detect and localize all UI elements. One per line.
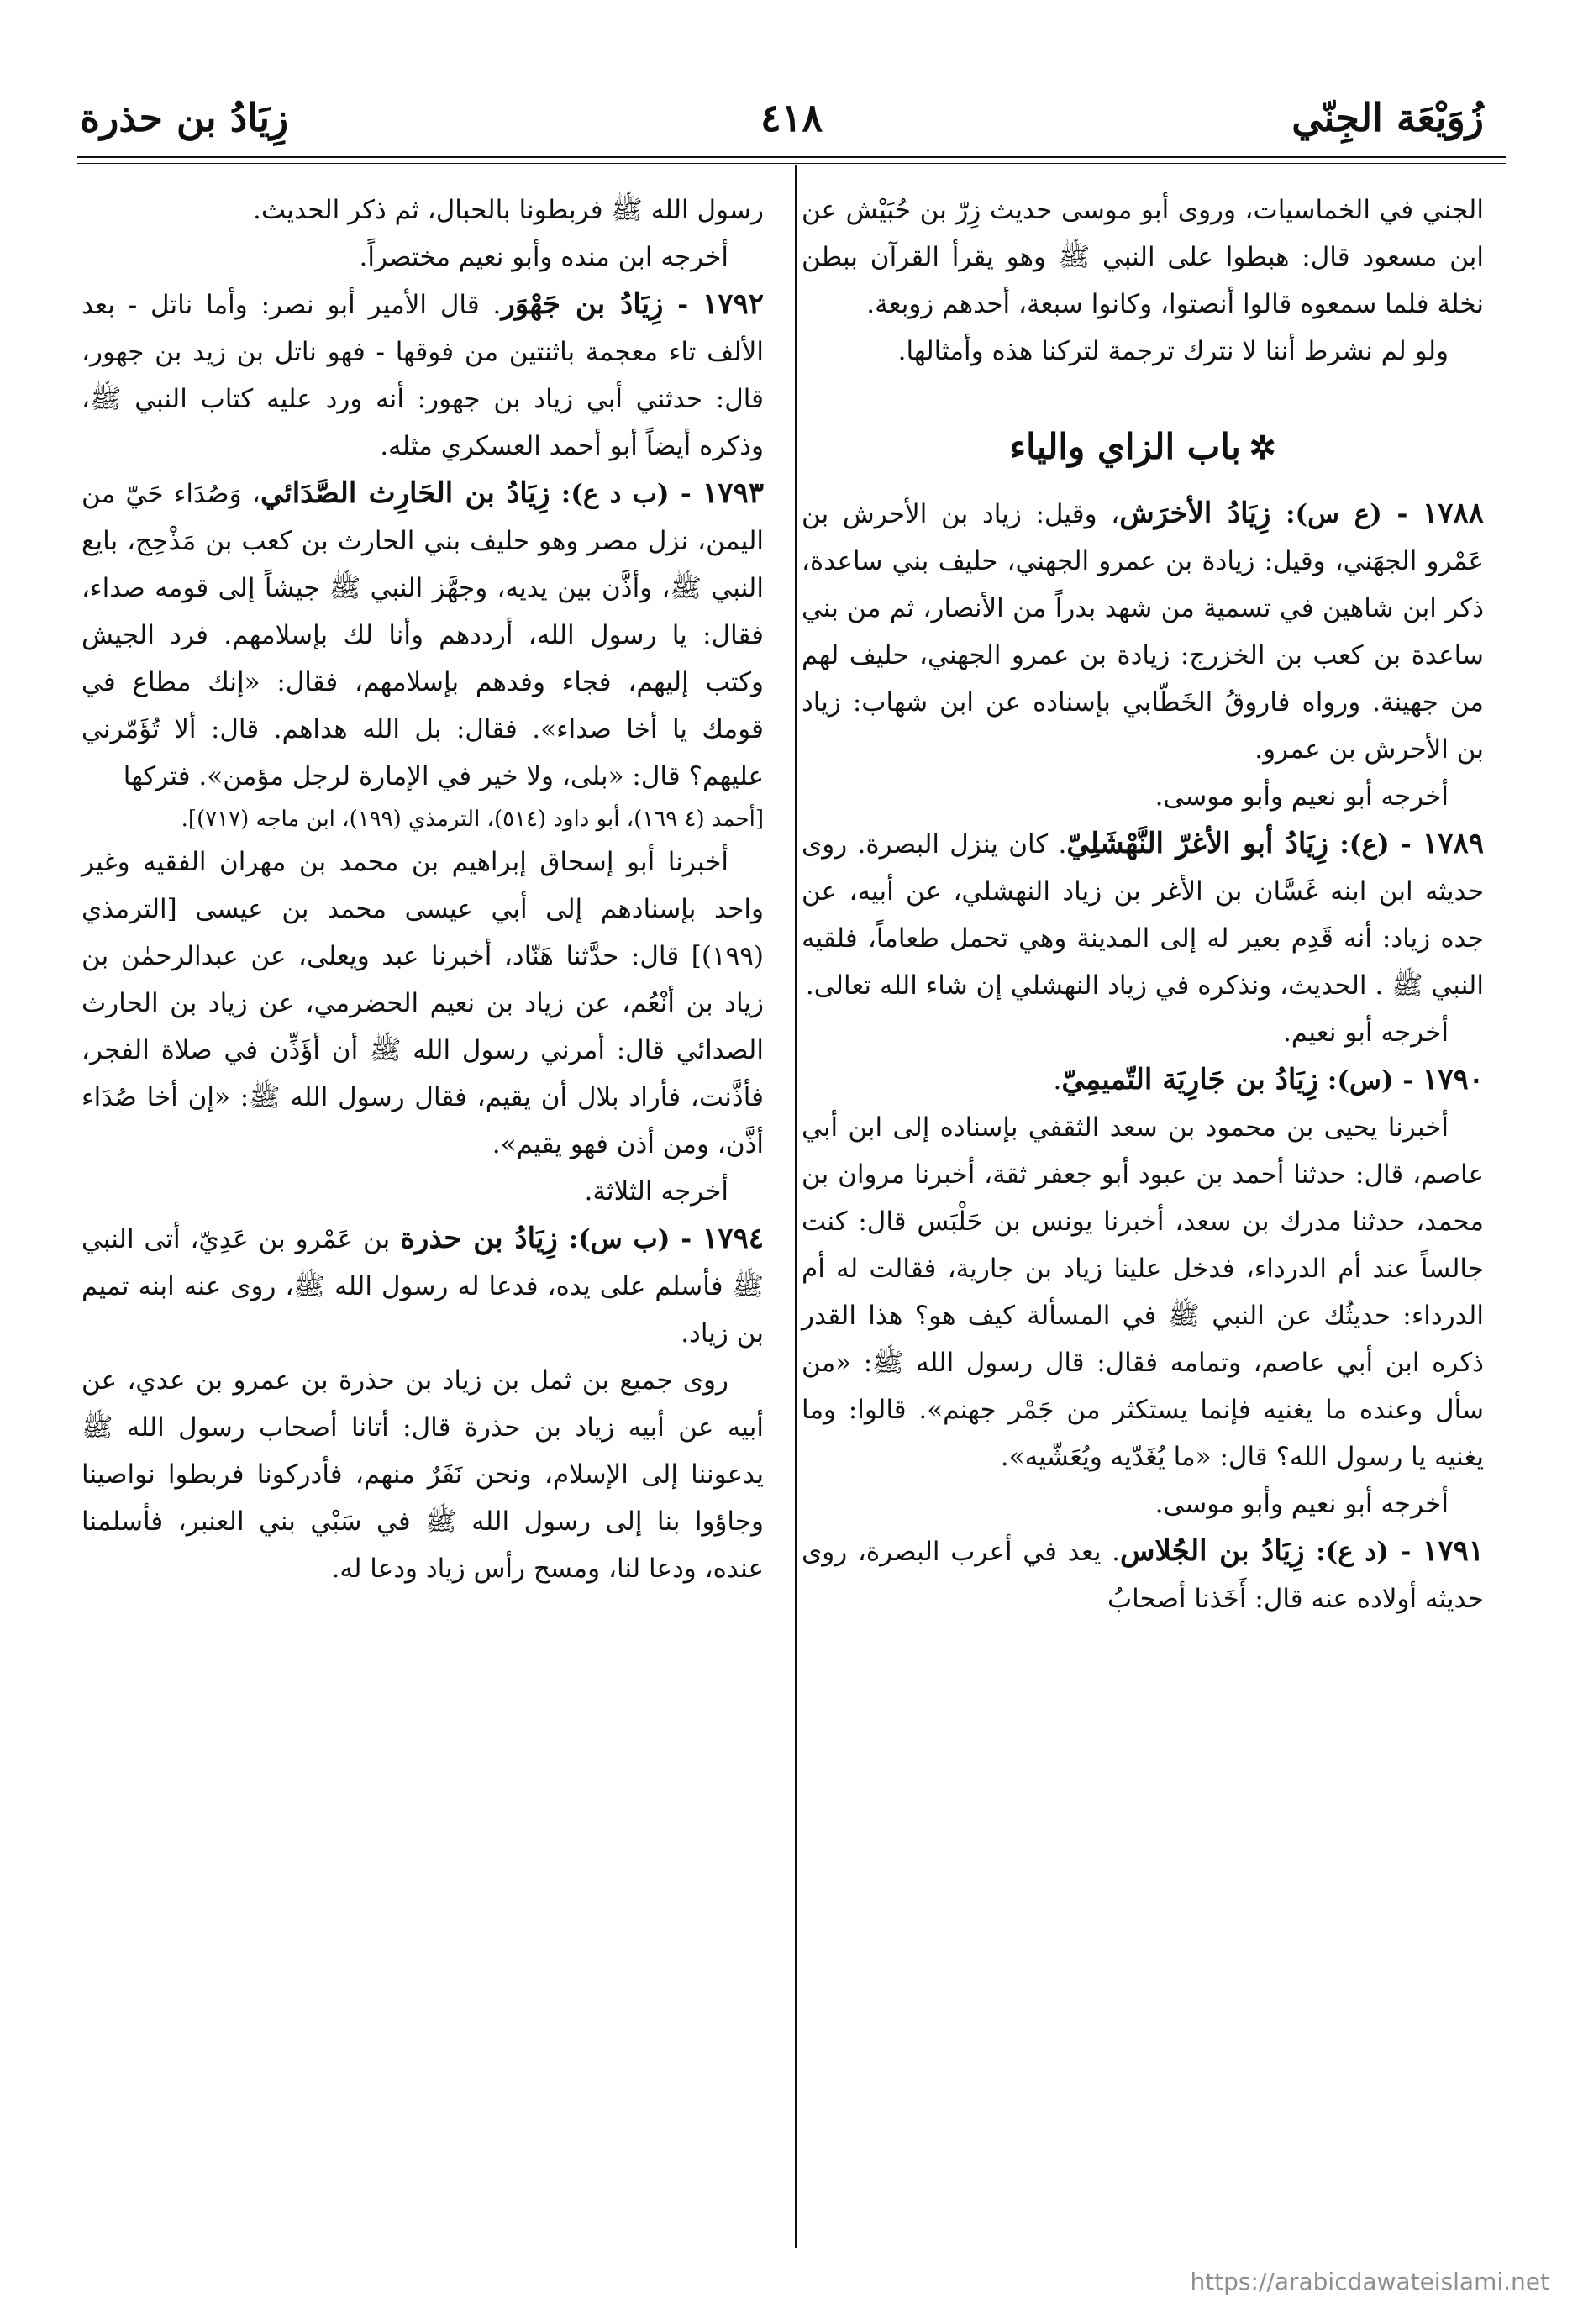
entry-sources: - (663, 290, 702, 320)
entry-sources: - (س): (1318, 1065, 1423, 1096)
header-rule (77, 156, 1506, 158)
paragraph: أخرجه الثلاثة. (584, 1176, 728, 1207)
header-rule-thin (77, 163, 1506, 164)
entry-number: ١٧٩٣ (702, 476, 764, 510)
entry-text: ، وَصُدَاء حَيّ من اليمن، نزل مصر وهو حليف بني الحارث بن كعب بن مَذْحِج، بايع النبي ﷺ، وأذَّن بين يديه، وجهَّز النبي ﷺ جيشاً إلى قومه صداء، فقال: يا رسول الله، أرددهم وأنا لك بإسلامهم. فرد الجيش وكتب إليهم، فجاء وفدهم بإسلامهم، فقال: «إنك مطاع في قومك يا أخا صداء». فقال: بل الله هداهم. قال: ألا تُؤَمّرني عليهم؟ قال: «بلى، ولا خير في الإمارة لرجل مؤمن». فتركها (82, 479, 764, 791)
paragraph: أخرجه ابن منده وأبو نعيم مختصراً. (359, 242, 728, 272)
running-header-right: زُوَيْعَة الجِنّي (1291, 95, 1484, 140)
entry-sources: - (ب س): (557, 1224, 702, 1254)
entry-number: ١٧٩١ (1422, 1534, 1484, 1568)
entry-text: ، وقيل: زياد بن الأحرش بن عَمْرو الجهَني، وقيل: زيادة بن عمرو الجهني، حليف بني ساعدة، ذكر ابن شاهين في تسمية من شهد بدراً من الأنصار، ثم من بني ساعدة بن كعب بن الخزرج: زيادة بن عمرو الجهني، حليف لهم من جهينة. ورواه فاروقُ الخَطّابي بإسناده عن ابن شهاب: زياد بن الأحرش بن عمرو. (802, 499, 1484, 765)
entry-sources: - (ع): (1328, 829, 1423, 860)
entry-number: ١٧٩٢ (702, 287, 765, 321)
paragraph: أخرجه أبو نعيم وأبو موسى. (1154, 1489, 1449, 1519)
entry-text: . كان ينزل البصرة. روى حديثه ابن ابنه غَسَّان بن الأغر بن زياد النهشلي، عن أبيه، عن جده زياد: أنه قَدِم بعير له إلى المدينة وهي تحمل طعاماً، فلقيه النبي ﷺ . الحديث، ونذكره في زياد النهشلي إن شاء الله تعالى. (802, 829, 1484, 1001)
entry-name: زِيَادُ أبو الأغرّ النَّهْشَلِيّ (1066, 827, 1329, 860)
entry-text: بن عَمْرو بن عَدِيّ، أتى النبي ﷺ فأسلم على يده، فدعا له رسول الله ﷺ، روى عنه ابنه تميم بن زياد. (82, 1224, 764, 1349)
entry-name: زِيَادُ الأخرَش (1119, 497, 1271, 530)
entry-number: ١٧٩٤ (702, 1222, 765, 1255)
biography-entry (802, 490, 1484, 773)
entry-name: زِيَادُ بن الجُلاس (1119, 1534, 1305, 1568)
biography-entry (82, 1215, 764, 1357)
citation-reference: [أحمد (٤ ١٦٩)، أبو داود (٥١٤)، الترمذي (١٩٩)، ابن ماجه (٧١٧)]. (181, 807, 764, 832)
entry-sources: - (د ع): (1304, 1537, 1423, 1567)
right-column (802, 187, 1484, 1622)
paragraph: أخبرنا أبو إسحاق إبراهيم بن محمد بن مهران الفقيه وغير واحد بإسنادهم إلى أبي عيسى محمد بن عيسى [الترمذي (١٩٩)] قال: حدَّثنا هَنّاد، أخبرنا عبد ويعلى، عن عبدالرحمٰن بن زياد بن أنْعُم، عن زياد بن نعيم الحضرمي، عن زياد بن الحارث الصدائي قال: أمرني رسول الله ﷺ أن أؤَذِّن في صلاة الفجر، فأذَّنت، فأراد بلال أن يقيم، فقال رسول الله ﷺ: «إن أخا صُدَاء أذَّن، ومن أذن فهو يقيم». (82, 847, 764, 1159)
page-number: ٤١٨ (760, 95, 823, 140)
entry-number: ١٧٩٠ (1422, 1063, 1484, 1096)
chapter-title: باب الزاي والياء (1009, 426, 1241, 467)
running-header-left: زِيَادُ بن حذرة (80, 95, 289, 140)
entry-sources: - (ب د ع): (550, 479, 702, 509)
biography-entry (802, 1527, 1484, 1622)
entry-sources: - (ع س): (1270, 499, 1423, 529)
column-divider (795, 165, 797, 2248)
chapter-heading (802, 405, 1484, 490)
entry-name: زِيَادُ بن جَهْوَر (501, 287, 664, 321)
biography-entry (82, 470, 764, 800)
watermark-url: https://arabicdawateislami.net (1190, 2268, 1549, 2295)
biography-entry (802, 820, 1484, 1009)
entry-text: . (1053, 1065, 1062, 1096)
entry-text: . قال الأمير أبو نصر: وأما ناتل - بعد الألف تاء معجمة باثنتين من فوقها - فهو ناتل بن زيد بن جهور، قال: حدثني أبي زياد بن جهور: أنه ورد عليه كتاب النبي ﷺ، وذكره أيضاً أبو أحمد العسكري مثله. (82, 290, 764, 461)
entry-name: زِيَادُ بن حذرة (400, 1222, 558, 1255)
paragraph: روى جميع بن ثمل بن زياد بن حذرة بن عمرو بن عدي، عن أبيه عن أبيه زياد بن حذرة قال: أتانا أصحاب رسول الله ﷺ يدعوننا إلى الإسلام، ونحن نَفَرٌ منهم، فأدركونا فربطوا نواصينا وجاؤوا بنا إلى رسول الله ﷺ في سَبْي بني العنبر، فأسلمنا عنده، ودعا لنا، ومسح رأس زياد ودعا له. (82, 1365, 764, 1584)
paragraph: أخرجه أبو نعيم. (1282, 1017, 1449, 1048)
left-column (82, 187, 764, 1592)
biography-entry (82, 281, 764, 470)
entry-number: ١٧٨٨ (1422, 497, 1485, 530)
paragraph: أخرجه أبو نعيم وأبو موسى. (1154, 781, 1449, 812)
biography-entry (802, 1056, 1484, 1104)
paragraph: أخبرنا يحيى بن محمود بن سعد الثقفي بإسناده إلى ابن أبي عاصم، قال: حدثنا أحمد بن عبود أبو جعفر ثقة، أخبرنا مروان بن محمد، حدثنا مدرك بن سعد، أخبرنا يونس بن حَلْبَس قال: كنت جالساً عند أم الدرداء، فدخل علينا زياد بن جارية، فقالت له أم الدرداء: حديثُك عن النبي ﷺ في المسألة كيف هو؟ هذا القدر ذكره ابن أبي عاصم، وتمامه فقال: قال رسول الله ﷺ: «من سأل وعنده ما يغنيه فإنما يستكثر من جَمْر جهنم». قالوا: وما يغنيه يا رسول الله؟ قال: «ما يُغَدّيه ويُعَشّيه». (802, 1112, 1484, 1472)
entry-text: . يعد في أعرب البصرة، روى حديثه أولاده عنه قال: أَخَذنا أصحابُ (802, 1537, 1484, 1614)
entry-number: ١٧٨٩ (1422, 827, 1484, 860)
paragraph: رسول الله ﷺ فربطونا بالحبال، ثم ذكر الحديث. (253, 195, 764, 225)
entry-name: زِيَادُ بن الحَارِث الصَّدَائي (260, 476, 550, 510)
entry-name: زِيَادُ بن جَارِيَة التّميمِيّ (1061, 1063, 1319, 1096)
paragraph: الجني في الخماسيات، وروى أبو موسى حديث زِرّ بن حُبَيْش عن ابن مسعود قال: هبطوا على النبي ﷺ وهو يقرأ القرآن ببطن نخلة فلما سمعوه قالوا أنصتوا، وكانوا سبعة، أحدهم زوبعة. (802, 195, 1484, 319)
paragraph: ولو لم نشرط أننا لا نترك ترجمة لتركنا هذه وأمثالها. (897, 336, 1449, 366)
star-ornament-icon: ✲ (1249, 429, 1276, 466)
